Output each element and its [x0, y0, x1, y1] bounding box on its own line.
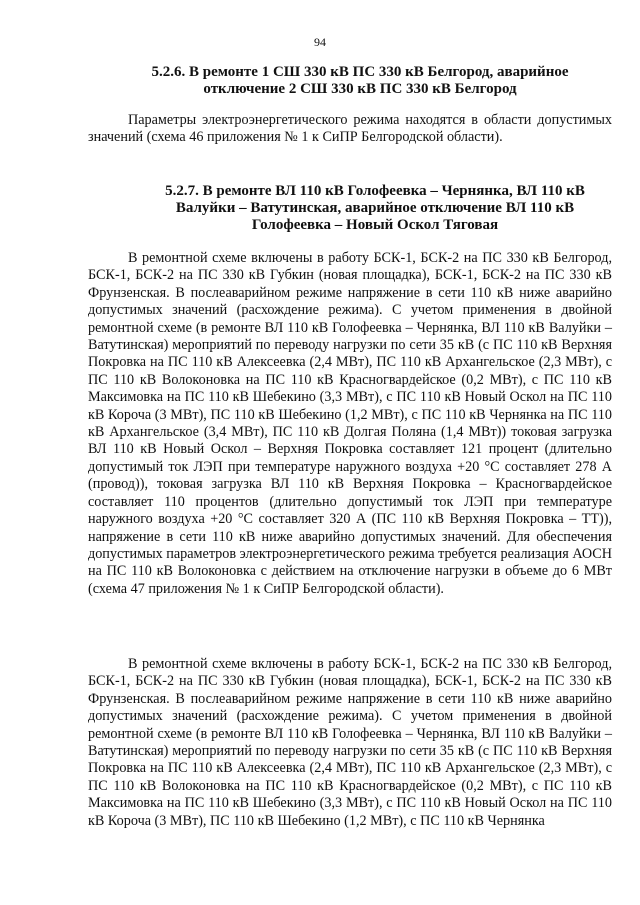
section-number: 5.2.6.: [151, 64, 186, 80]
section-heading-5-2-6: [130, 64, 590, 98]
section-title: В ремонте ВЛ 110 кВ Голофеевка – Чернянка, ВЛ 110 кВ Валуйки – Ватутинская, аварийное отключение ВЛ 110 кВ Голофеевка – Новый Оскол Тяговая: [175, 183, 585, 233]
page-number: 94: [314, 35, 326, 49]
section-5-2-7-paragraph-1: В ремонтной схеме включены в работу БСК-1, БСК-2 на ПС 330 кВ Белгород, БСК-1, БСК-2 на ПС 330 кВ Губкин (новая площадка), БСК-1, БСК-2 на ПС 330 кВ Фрунзенская. В послеаварийном режиме напряжение в сети 110 кВ ниже аварийно допустимых значений (расхождение режима). С учетом применения в двойной ремонтной схеме (в ремонте ВЛ 110 кВ Голофеевка – Чернянка, ВЛ 110 кВ Валуйки – Ватутинская) мероприятий по переводу нагрузки по сети 35 кВ (с ПС 110 кВ Верхняя Покровка на ПС 110 кВ Алексеевка (2,4 МВт), ПС 110 кВ Архангельское (2,3 МВт), с ПС 110 кВ Волоконовка на ПС 110 кВ Красногвардейское (0,2 МВт), с ПС 110 кВ Максимовка на ПС 110 кВ Шебекино (3,3 МВт), с ПС 110 кВ Новый Оскол на ПС 110 кВ Короча (3 МВт), ПС 110 кВ Шебекино (1,2 МВт), с ПС 110 кВ Чернянка на ПС 110 кВ Архангельское (3,4 МВт), ПС 110 кВ Долгая Поляна (1,4 МВт)) токовая загрузка ВЛ 110 кВ Новый Оскол – Верхняя Покровка составляет 121 процент (длительно допустимый ток ЛЭП при температуре наружного воздуха +20 °С составляет 278 А (провод)), токовая загрузка ВЛ 110 кВ Верхняя Покровка – Красногвардейское составляет 110 процентов (длительно допустимый ток ЛЭП при температуре наружного воздуха +20 °С составляет 320 А (ПС 110 кВ Верхняя Покровка – ТТ)), напряжение в сети 110 кВ ниже аварийно допустимых значений. Для обеспечения допустимых параметров электроэнергетического режима требуется реализация АОСН на ПС 110 кВ Волоконовка с действием на отключение нагрузки в объеме до 6 МВт (схема 47 приложения № 1 к СиПР Белгородской области).: [88, 250, 612, 597]
section-5-2-7-paragraph-2: В ремонтной схеме включены в работу БСК-1, БСК-2 на ПС 330 кВ Белгород, БСК-1, БСК-2 на ПС 330 кВ Губкин (новая площадка), БСК-1, БСК-2 на ПС 330 кВ Фрунзенская. В послеаварийном режиме напряжение в сети 110 кВ ниже аварийно допустимых значений (расхождение режима). С учетом применения в двойной ремонтной схеме (в ремонте ВЛ 110 кВ Голофеевка – Чернянка, ВЛ 110 кВ Валуйки – Ватутинская) мероприятий по переводу нагрузки по сети 35 кВ (с ПС 110 кВ Верхняя Покровка на ПС 110 кВ Алексеевка (2,4 МВт), ПС 110 кВ Архангельское (2,3 МВт), с ПС 110 кВ Волоконовка на ПС 110 кВ Красногвардейское (0,2 МВт), с ПС 110 кВ Максимовка на ПС 110 кВ Шебекино (3,3 МВт), с ПС 110 кВ Новый Оскол на ПС 110 кВ Короча (3 МВт), ПС 110 кВ Шебекино (1,2 МВт), с ПС 110 кВ Чернянка: [88, 656, 612, 829]
section-heading-5-2-7: [150, 183, 600, 234]
section-number: 5.2.7.: [165, 183, 199, 199]
section-5-2-6-paragraph: Параметры электроэнергетического режима находятся в области допустимых значений (схема 46 приложения № 1 к СиПР Белгородской области).: [88, 112, 612, 146]
section-title: В ремонте 1 СШ 330 кВ ПС 330 кВ Белгород, аварийное отключение 2 СШ 330 кВ ПС 330 кВ Белгород: [189, 64, 569, 97]
